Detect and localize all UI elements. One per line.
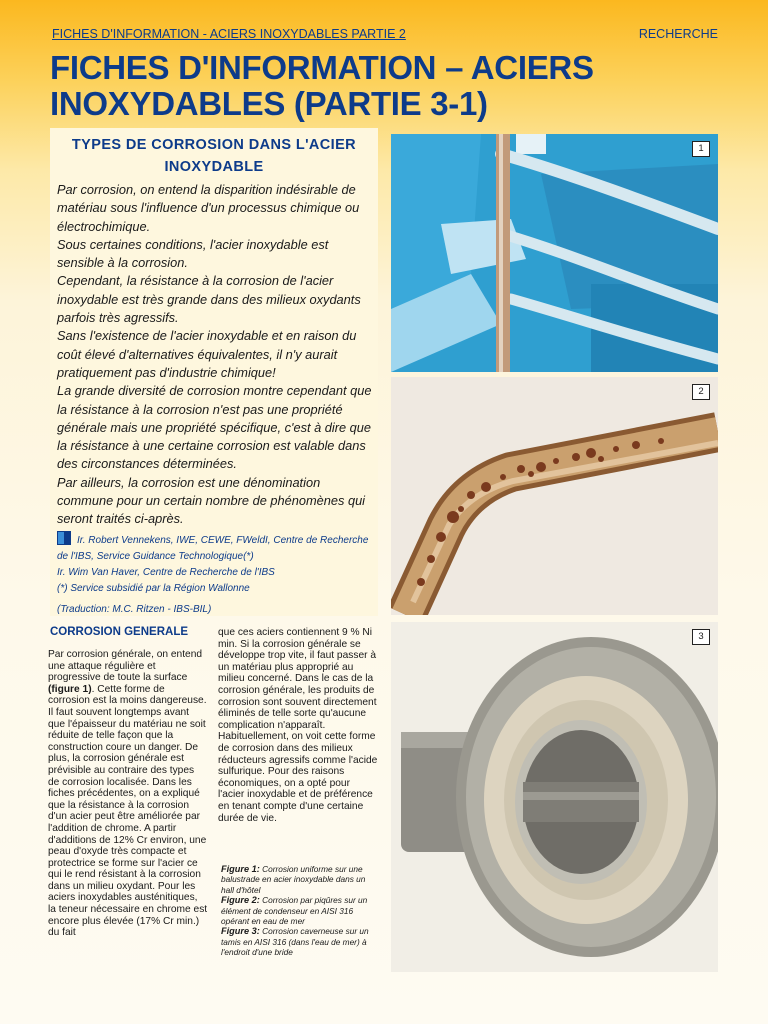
article-text: Par corrosion générale, on entend une attaque régulière et progressive de toute la surface bbox=[48, 649, 203, 684]
caption-text: Corrosion uniforme sur une balustrade en acier inoxydable dans un hall d'hôtel bbox=[221, 864, 366, 895]
credits bbox=[57, 531, 375, 618]
section-heading: CORROSION GENERALE bbox=[50, 626, 189, 638]
figure-reference: (figure 1) bbox=[48, 683, 92, 695]
credits-authors: Ir. Robert Vennekens, IWE, CEWE, FWeldI, Centre de Recherche de l'IBS, Service Guidance Technologique(*) Ir. Wim Van Haver, Centre de Recherche de l'IBS (*) Service subsidié par la Région Wallonne bbox=[57, 535, 369, 594]
figure-1-photo bbox=[391, 134, 718, 372]
breadcrumb-link[interactable]: FICHES D'INFORMATION - ACIERS INOXYDABLES PARTIE 2 bbox=[52, 27, 406, 41]
caption-figure-3 bbox=[221, 926, 379, 957]
article-column-1 bbox=[48, 649, 208, 939]
section-label: RECHERCHE bbox=[638, 27, 718, 41]
article-text: . Cette forme de corrosion est la moins dangereuse. Il faut souvent longtemps avant que l'épaisseur du matériau ne soit réduite de telle façon que la construction coure un danger. De plus, la corrosion générale est prévisible au contraire des types de corrosion localisée. Dans les fiches précédentes, on a expliqué que la résistance à la corrosion d'un acier peut être améliorée par l'addition de chrome. A partir d'additions de 12% Cr environ, une peau d'oxyde très compacte et protectrice se forme sur l'acier ce qui le rend résistant à la corrosion dans un milieu oxydant. Pour les aciers inoxydables austénitiques, la teneur nécessaire en chrome est encore plus élevée (17% Cr min.) du fait bbox=[48, 683, 208, 939]
credits-translation: (Traduction: M.C. Ritzen - IBS-BIL) bbox=[57, 604, 212, 615]
figure-number: 3 bbox=[692, 629, 710, 645]
caption-text: Corrosion caverneuse sur un tamis en AISI 316 (dans l'eau de mer) à l'endroit d'une bride bbox=[221, 926, 369, 958]
figure-number: 1 bbox=[692, 141, 710, 157]
figure-number: 2 bbox=[692, 384, 710, 400]
figure-captions bbox=[221, 864, 379, 958]
caption-text: Corrosion par piqûres sur un élément de condenseur en AISI 316 opérant en eau de mer bbox=[221, 895, 368, 927]
caption-figure-1 bbox=[221, 864, 379, 895]
intro-subtitle: TYPES DE CORROSION DANS L'ACIER INOXYDABLE bbox=[71, 137, 357, 175]
intro-text: Par corrosion, on entend la disparition indésirable de matériau sous l'influence d'un processus chimique ou électrochimique. Sous certaines conditions, l'acier inoxydable est sensible à la corrosion. Cependant, la résistance à la corrosion de l'acier inoxydable est très grande dans des milieux oxydants parfois très agressifs. Sans l'existence de l'acier inoxydable et en raison du coût élevé d'alternatives équivalentes, il n'y aurait pratiquement pas d'industrie chimique! La grande diversité de corrosion montre cependant que la résistance à la corrosion n'est pas une propriété générale mais une propriété spécifique, c'est à dire que la résistance à une certaine corrosion est valable dans des circonstances déterminées. Par ailleurs, la corrosion est une dénomination commune pour un certain nombre de phénomènes qui seront traités ci-après. bbox=[57, 182, 372, 527]
article-column-2: que ces aciers contiennent 9 % Ni min. Si la corrosion générale se développe trop vite, il faut passer à un matériau plus approprié au milieu concerné. Dans le cas de la corrosion générale, les produits de corrosion sont souvent directement éliminés de telle sorte qu'aucune complication n'apparaît. Habituellement, on voit cette forme de corrosion dans des milieux réducteurs agressifs comme l'acide sulfurique. Pour des raisons économiques, on a opté pour l'acier inoxydable et de préférence en tenant compte d'une certaine durée de vie. bbox=[218, 627, 378, 824]
caption-label: Figure 2: bbox=[221, 895, 260, 906]
page-title: FICHES D'INFORMATION – ACIERS INOXYDABLES (PARTIE 3-1) bbox=[50, 49, 594, 122]
figure-2-photo bbox=[391, 377, 718, 615]
caption-figure-2 bbox=[221, 895, 379, 926]
ibs-logo-icon bbox=[57, 531, 71, 545]
caption-label: Figure 3: bbox=[221, 926, 260, 937]
caption-label: Figure 1: bbox=[221, 864, 260, 874]
figure-3-photo bbox=[391, 622, 718, 972]
